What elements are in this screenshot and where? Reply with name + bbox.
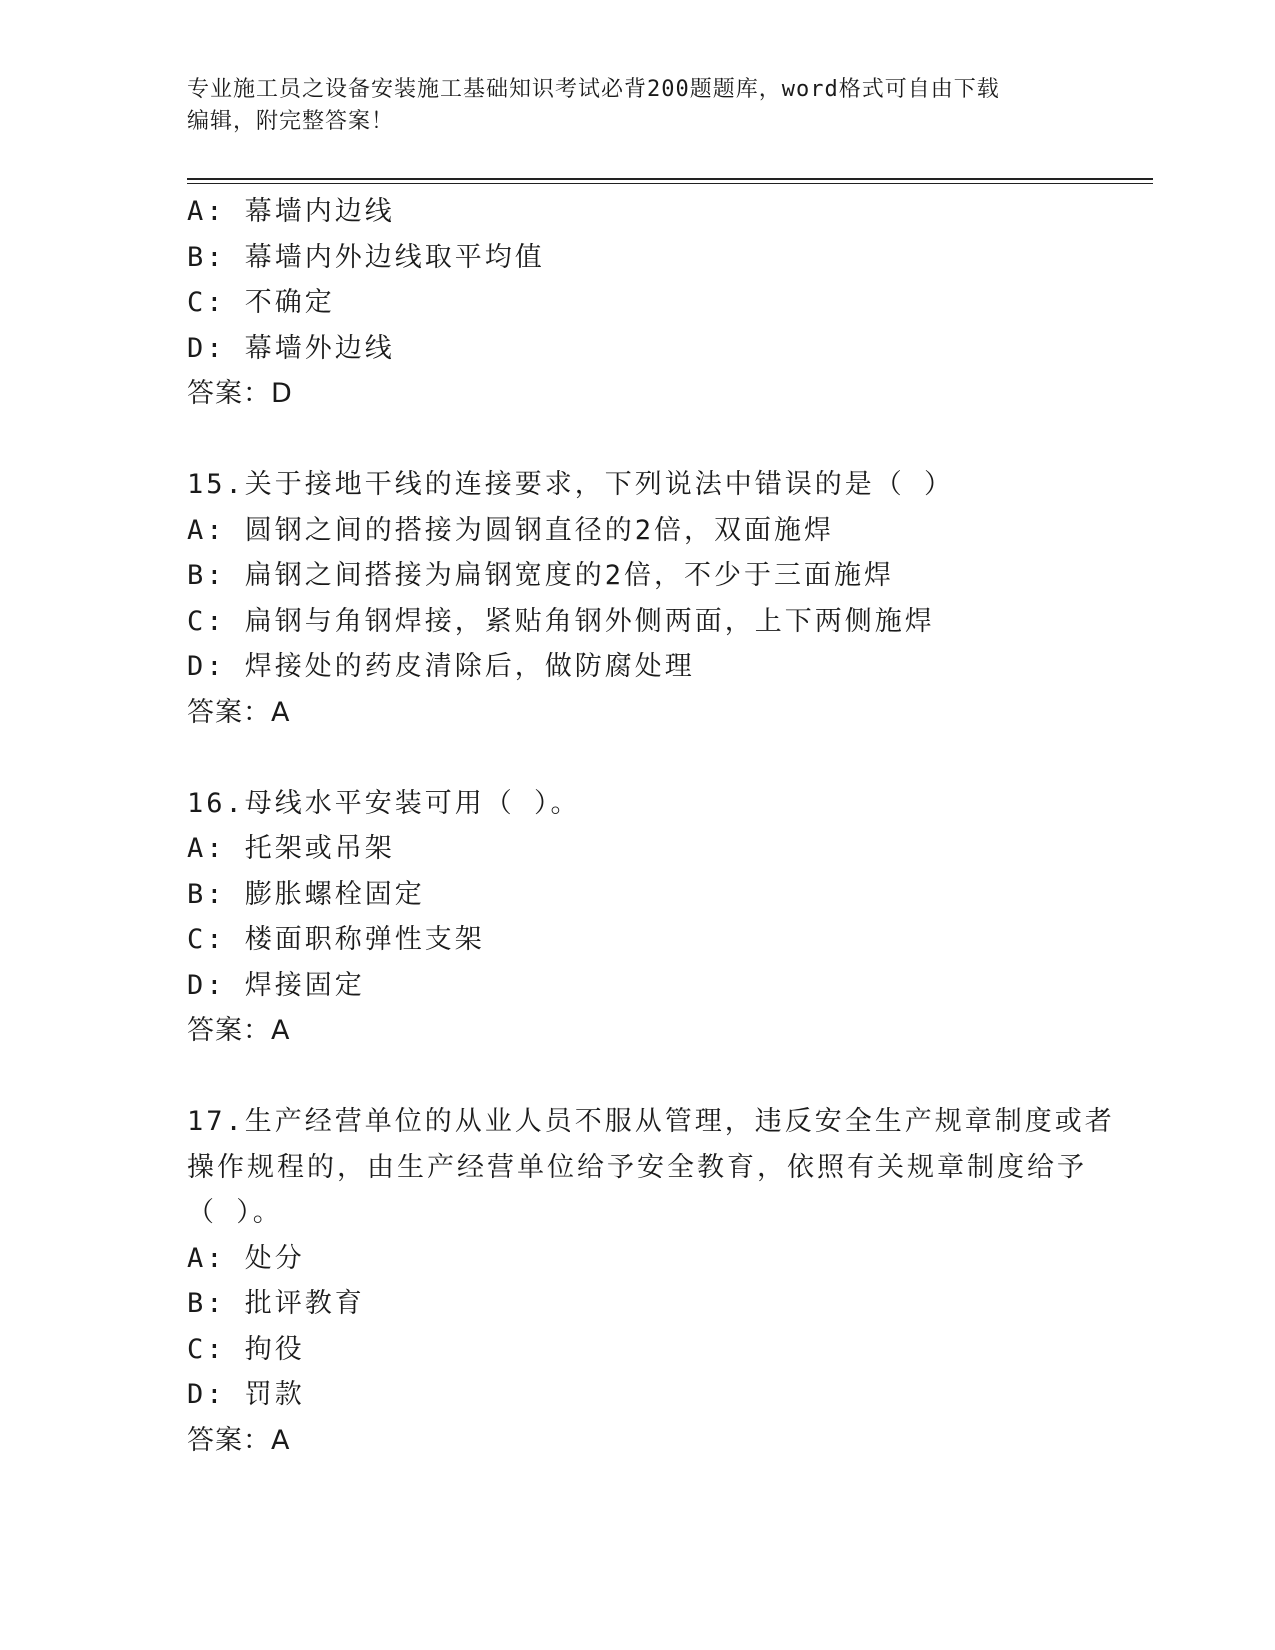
option-c: C: 不确定	[187, 287, 335, 318]
question-list	[187, 189, 1115, 1463]
header-divider-thick	[187, 178, 1153, 180]
option-c: C: 楼面职称弹性支架	[187, 924, 485, 955]
question-block-17	[187, 1099, 1115, 1463]
spacer	[187, 417, 1087, 463]
option-c: C: 扁钢与角钢焊接，紧贴角钢外侧两面，上下两侧施焊	[187, 605, 935, 637]
header-line-2: 编辑，附完整答案！	[187, 109, 395, 134]
option-a: A: 托架或吊架	[187, 833, 395, 864]
document-header	[187, 74, 1067, 138]
answer-line: 答案：A	[187, 1424, 291, 1456]
question-block-15	[187, 462, 1087, 735]
option-b: B: 批评教育	[187, 1288, 365, 1319]
answer-line: 答案：A	[187, 696, 291, 728]
question-text-line-3: （ ）。	[187, 1197, 283, 1228]
header-line-1: 专业施工员之设备安装施工基础知识考试必背200题题库，word格式可自由下载	[187, 77, 1000, 102]
option-a: A: 幕墙内边线	[187, 196, 395, 227]
question-text-line-2: 操作规程的，由生产经营单位给予安全教育，依照有关规章制度给予	[187, 1151, 1087, 1183]
option-d: D: 焊接处的药皮清除后，做防腐处理	[187, 651, 695, 682]
option-b: B: 扁钢之间搭接为扁钢宽度的2倍，不少于三面施焊	[187, 560, 895, 591]
answer-line: 答案：D	[187, 378, 293, 409]
question-text: 15.关于接地干线的连接要求，下列说法中错误的是（ ）	[187, 469, 955, 500]
option-d: D: 焊接固定	[187, 969, 365, 1001]
spacer	[187, 1054, 1087, 1100]
spacer	[187, 735, 1087, 781]
question-text-line-1: 17.生产经营单位的从业人员不服从管理，违反安全生产规章制度或者	[187, 1106, 1115, 1137]
option-d: D: 罚款	[187, 1379, 305, 1410]
question-block-16	[187, 781, 1087, 1054]
option-a: A: 圆钢之间的搭接为圆钢直径的2倍，双面施焊	[187, 514, 835, 546]
question-block-14	[187, 189, 1087, 417]
option-b: B: 膨胀螺栓固定	[187, 878, 425, 910]
question-text: 16.母线水平安装可用（ ）。	[187, 787, 581, 819]
header-divider-thin	[187, 183, 1153, 184]
option-c: C: 拘役	[187, 1333, 305, 1365]
answer-line: 答案：A	[187, 1015, 291, 1046]
option-b: B: 幕墙内外边线取平均值	[187, 241, 545, 273]
option-a: A: 处分	[187, 1242, 305, 1274]
option-d: D: 幕墙外边线	[187, 332, 395, 364]
